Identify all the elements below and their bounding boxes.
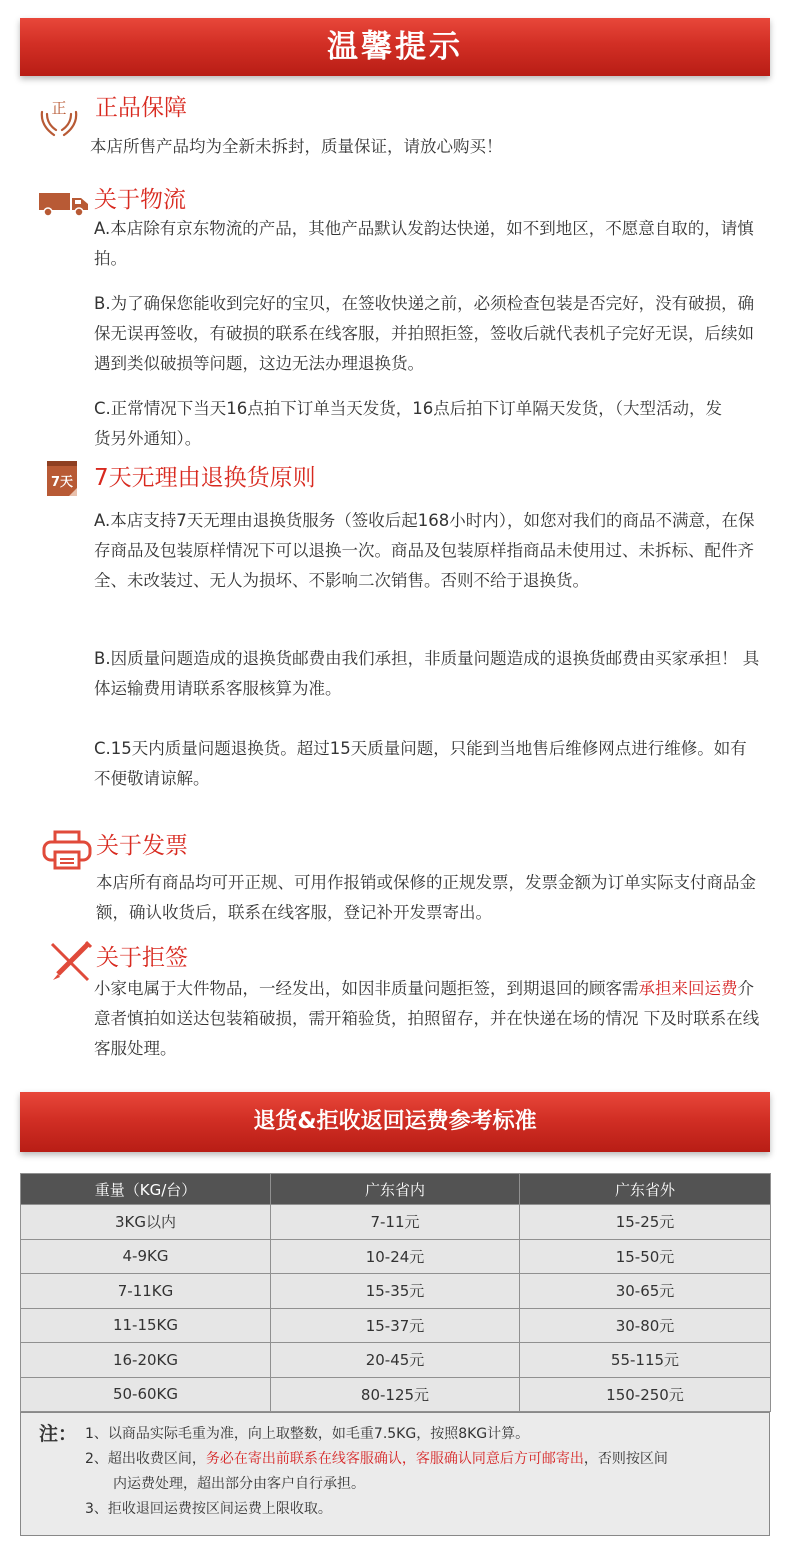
table-row — [21, 1343, 771, 1378]
section-title-invoice: 关于发票 — [96, 833, 188, 859]
table-cell: 150-250元 — [520, 1377, 771, 1412]
banner-title: 温馨提示 — [20, 18, 770, 76]
table-header-guangdong-in: 广东省内 — [271, 1174, 520, 1205]
returns-paragraph-c: C.15天内质量问题退换货。超过15天质量问题，只能到当地售后维修网点进行维修。如有不便敬请谅解。 — [94, 739, 747, 788]
note-2-after: ，否则按区间 — [583, 1451, 668, 1467]
logistics-paragraph-a: A.本店除有京东物流的产品，其他产品默认发韵达快递，如不到地区，不愿意自取的，请慎拍。 — [94, 219, 754, 268]
table-cell: 15-50元 — [520, 1239, 771, 1274]
refusal-text-before: 小家电属于大件物品，一经发出，如因非质量问题拒签，到期退回的顾客需 — [94, 979, 639, 998]
note-2-highlight: 务必在寄出前联系在线客服确认，客服确认同意后方可邮寄出 — [205, 1451, 584, 1467]
note-2-before: 2、超出收费区间， — [85, 1451, 206, 1467]
table-row — [21, 1205, 771, 1240]
note-2-continued: 内运费处理，超出部分由客户自行承担。 — [113, 1476, 365, 1492]
table-header-row — [21, 1174, 771, 1205]
section-title-returns: 7天无理由退换货原则 — [94, 465, 316, 491]
table-cell: 30-80元 — [520, 1308, 771, 1343]
refusal-text-after: 介意者慎拍如送达包装箱破损，需开箱验货，拍照留存，并在快递在场的情况 下及时联系在线客服处理。 — [94, 979, 760, 1058]
calendar-7days-label: 7天 — [50, 475, 74, 490]
note-1: 1、以商品实际毛重为准，向上取整数，如毛重7.5KG，按照8KG计算。 — [85, 1426, 530, 1442]
note-3: 3、拒收退回运费按区间运费上限收取。 — [85, 1501, 332, 1517]
table-cell: 16-20KG — [21, 1343, 271, 1378]
table-cell: 4-9KG — [21, 1239, 271, 1274]
returns-paragraph-b: B.因质量问题造成的退换货邮费由我们承担，非质量问题造成的退换货邮费由买家承担！ 具体运输费用请联系客服核算为准。 — [94, 649, 760, 698]
section-title-logistics: 关于物流 — [94, 187, 186, 213]
notes-label: 注： — [39, 1423, 78, 1445]
banner-shipping-standard: 退货&拒收返回运费参考标准 — [20, 1092, 770, 1152]
printer-icon — [42, 830, 92, 870]
refusal-paragraph — [94, 974, 762, 1064]
section-title-genuine: 正品保障 — [95, 95, 187, 121]
section-title-refusal: 关于拒签 — [96, 945, 188, 971]
table-cell: 7-11元 — [271, 1205, 520, 1240]
table-cell: 15-35元 — [271, 1274, 520, 1309]
refusal-text-highlight: 承担来回运费 — [638, 979, 738, 998]
truck-icon — [38, 190, 90, 218]
shipping-fee-table — [20, 1173, 771, 1412]
table-cell: 20-45元 — [271, 1343, 520, 1378]
pen-cross-icon — [48, 940, 92, 984]
table-row — [21, 1274, 771, 1309]
table-cell: 50-60KG — [21, 1377, 271, 1412]
notes-box — [20, 1412, 770, 1536]
table-cell: 15-25元 — [520, 1205, 771, 1240]
table-header-guangdong-out: 广东省外 — [520, 1174, 771, 1205]
table-row — [21, 1377, 771, 1412]
table-row — [21, 1239, 771, 1274]
table-row — [21, 1308, 771, 1343]
table-cell: 7-11KG — [21, 1274, 271, 1309]
note-2 — [85, 1447, 668, 1472]
svg-text:正: 正 — [51, 99, 67, 117]
table-cell: 3KG以内 — [21, 1205, 271, 1240]
returns-paragraph-a: A.本店支持7天无理由退换货服务（签收后起168小时内），如您对我们的商品不满意，在保存商品及包装原样情况下可以退换一次。商品及包装原样指商品未使用过、未拆标、配件齐全、未改装过、无人为损坏、不影响二次销售。否则不给于退换货。 — [94, 511, 755, 590]
table-cell: 11-15KG — [21, 1308, 271, 1343]
table-cell: 15-37元 — [271, 1308, 520, 1343]
hands-zheng-icon — [38, 94, 80, 138]
table-header-weight: 重量（KG/台） — [21, 1174, 271, 1205]
table-cell: 10-24元 — [271, 1239, 520, 1274]
table-cell: 30-65元 — [520, 1274, 771, 1309]
genuine-paragraph: 本店所售产品均为全新未拆封，质量保证，请放心购买！ — [90, 137, 503, 156]
table-cell: 55-115元 — [520, 1343, 771, 1378]
calendar-7days-icon — [45, 460, 79, 498]
table-cell: 80-125元 — [271, 1377, 520, 1412]
invoice-paragraph: 本店所有商品均可开正规、可用作报销或保修的正规发票，发票金额为订单实际支付商品金额，确认收货后，联系在线客服，登记补开发票寄出。 — [96, 873, 756, 922]
logistics-paragraph-b: B.为了确保您能收到完好的宝贝，在签收快递之前，必须检查包装是否完好，没有破损，确保无误再签收，有破损的联系在线客服，并拍照拒签，签收后就代表机子完好无误，后续如遇到类似破损等问题，这边无法办理退换货。 — [94, 294, 755, 373]
logistics-paragraph-c: C.正常情况下当天16点拍下订单当天发货，16点后拍下订单隔天发货，（大型活动，发货另外通知）。 — [94, 399, 723, 448]
